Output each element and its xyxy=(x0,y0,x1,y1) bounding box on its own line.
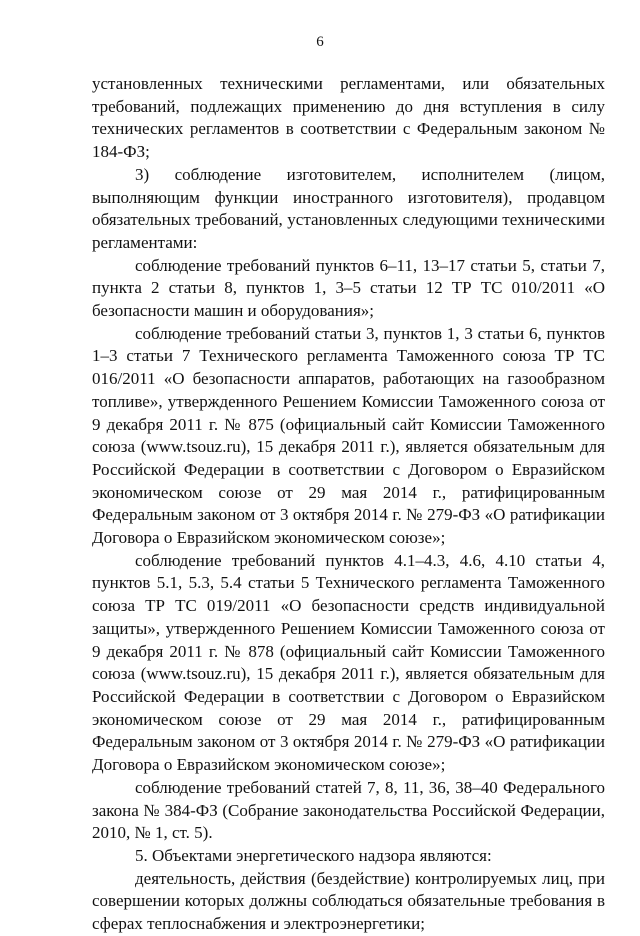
paragraph-law-384: соблюдение требований статей 7, 8, 11, 36, 38–40 Федерального закона № 384-ФЗ (Собрание законодательства Российской Федерации, 2010, № 1, ст. 5). xyxy=(92,777,605,843)
paragraph-item-3: 3) соблюдение изготовителем, исполнителем (лицом, выполняющим функции иностранного изготовителя), продавцом обязательных требований, установленных следующими техническими регламентами: xyxy=(92,164,605,252)
paragraph-tr-ts-016: соблюдение требований статьи 3, пунктов 1, 3 статьи 6, пунктов 1–3 статьи 7 Технического регламента Таможенного союза ТР ТС 016/2011 «О безопасности аппаратов, работающих на газообразном топливе», утвержденного Решением Комиссии Таможенного союза от 9 декабря 2011 г. № 875 (официальный сайт Комиссии Таможенного союза (www.tsouz.ru), 15 декабря 2011 г.), является обязательным для Российской Федерации в соответствии с Договором о Евразийском экономическом союзе от 29 мая 2014 г., ратифицированным Федеральным законом от 3 октября 2014 г. № 279-ФЗ «О ратификации Договора о Евразийском экономическом союзе»; xyxy=(92,323,605,548)
page-number: 6 xyxy=(316,34,324,50)
paragraph-activity: деятельность, действия (бездействие) контролируемых лиц, при совершении которых должны соблюдаться обязательные требования в сферах теплоснабжения и электроэнергетики; xyxy=(92,868,605,934)
paragraph-item-5: 5. Объектами энергетического надзора являются: xyxy=(135,845,492,865)
paragraph-continuation: установленных техническими регламентами, или обязательных требований, подлежащих применению до дня вступления в силу технических регламентов в соответствии с Федеральным законом № 184-ФЗ; xyxy=(92,74,605,162)
document-body xyxy=(92,73,605,936)
paragraph-tr-ts-019: соблюдение требований пунктов 4.1–4.3, 4.6, 4.10 статьи 4, пунктов 5.1, 5.3, 5.4 статьи 5 Технического регламента Таможенного союза ТР ТС 019/2011 «О безопасности средств индивидуальной защиты», утвержденного Решением Комиссии Таможенного союза от 9 декабря 2011 г. № 878 (официальный сайт Комиссии Таможенного союза (www.tsouz.ru), 15 декабря 2011 г.), является обязательным для Российской Федерации в соответствии с Договором о Евразийском экономическом союзе от 29 мая 2014 г., ратифицированным Федеральным законом от 3 октября 2014 г. № 279-ФЗ «О ратификации Договора о Евразийском экономическом союзе»; xyxy=(92,550,605,775)
paragraph-tr-ts-010: соблюдение требований пунктов 6–11, 13–17 статьи 5, статьи 7, пункта 2 статьи 8, пунктов 1, 3–5 статьи 12 ТР ТС 010/2011 «О безопасности машин и оборудования»; xyxy=(92,255,605,321)
